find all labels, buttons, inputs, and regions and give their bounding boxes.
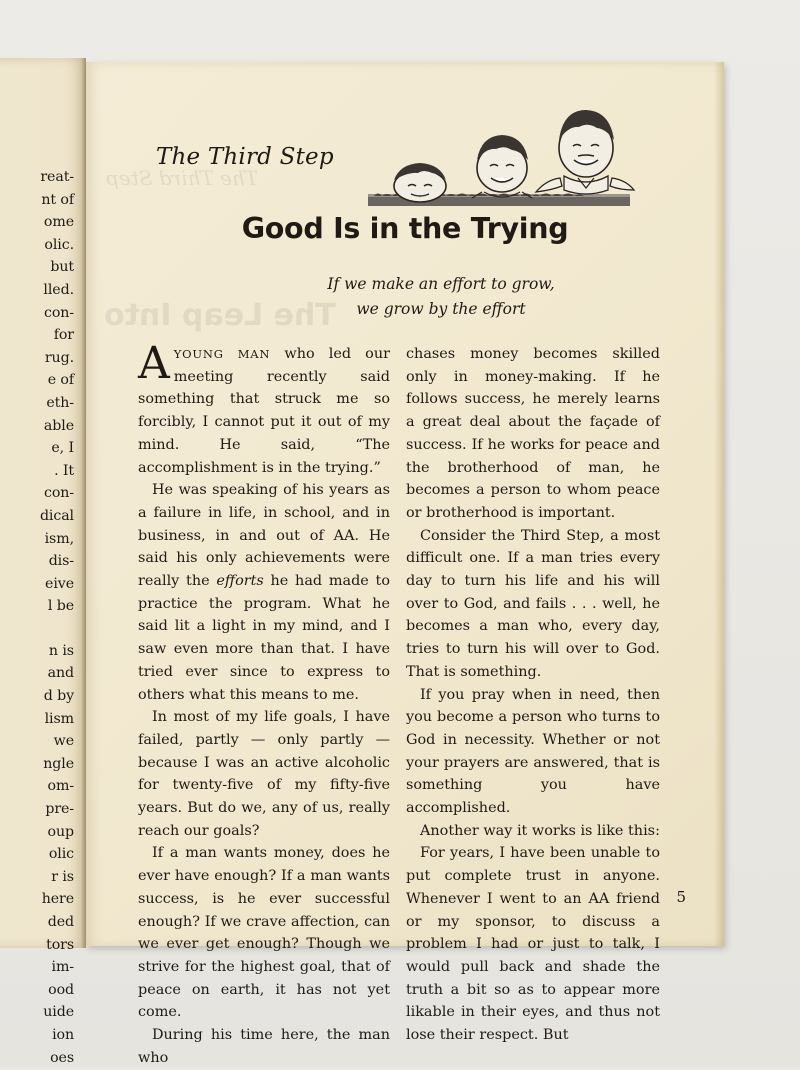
right-page <box>86 62 724 1066</box>
left-page-gap <box>0 618 74 640</box>
paragraph-text: who led our meeting recently said something that struck me so forcibly, I cannot put it out of my mind. He said, “The accomplishment is in the trying.” <box>138 346 390 476</box>
left-page-line: oup <box>47 823 74 840</box>
left-page-line: lled. <box>43 281 74 298</box>
paragraph: In most of my life goals, I have failed, partly — only partly — because I was an active alcoholic for twenty-five of my fifty-five years. But do we, any of us, really reach our goals? <box>138 709 390 839</box>
left-page-line: n is <box>48 642 74 659</box>
left-page-line: rug. <box>44 349 74 366</box>
three-smiling-faces-rising-icon <box>364 108 634 216</box>
paragraph: Consider the Third Step, a most difficult one. If a man tries every day to turn his life and his will over to God, and fails . . . well, he becomes a man who, every day, tries to turn his will over to God. That is something. <box>406 527 660 680</box>
left-page-line: nt of <box>41 191 74 208</box>
left-page-line: we <box>53 733 74 750</box>
body-column-left <box>138 338 390 1070</box>
left-page-line: eive <box>45 575 74 592</box>
left-page-line: ngle <box>43 755 74 772</box>
left-page-line: e, I <box>51 440 74 457</box>
paragraph-text: he had made to practice the program. What he said lit a light in my mind, and I saw even more than that. I have tried ever since to express to others what this means to me. <box>138 573 390 703</box>
left-page-text <box>0 166 74 1069</box>
left-page-line: olic <box>48 846 74 863</box>
show-through-text: The Leap Into <box>104 298 336 333</box>
left-page-line: able <box>43 417 74 434</box>
subhead-line: If we make an effort to grow, <box>327 275 555 293</box>
left-page-line: lism <box>44 710 74 727</box>
page-number: 5 <box>676 888 686 906</box>
left-page-line: for <box>53 327 74 344</box>
left-page-line: om- <box>47 778 74 795</box>
left-page-line: reat- <box>40 169 74 185</box>
left-page-line: d by <box>43 688 74 705</box>
left-page-line: e of <box>47 372 74 389</box>
body-column-right <box>406 343 660 1047</box>
show-through-text: The Third Step <box>106 166 259 190</box>
left-page-line: l be <box>47 598 74 615</box>
left-page-line: r is <box>51 868 74 885</box>
left-page-line: ood <box>48 981 74 998</box>
left-page-line: eth- <box>46 394 74 411</box>
left-page-line: ded <box>47 914 74 930</box>
left-page-line: con- <box>43 485 74 502</box>
article-headline: Good Is in the Trying <box>241 212 569 245</box>
paragraph: If a man wants money, does he ever have enough? If a man wants success, is he ever successful enough? If we crave affection, can we ever get enough? Though we strive for the highest goal, that of peace on earth, it has not yet come. <box>138 845 390 1021</box>
left-page-line: dis- <box>48 553 74 570</box>
left-page-line: ism, <box>44 530 74 547</box>
page-edge-shadow <box>714 62 724 946</box>
left-page-line: oes <box>50 1049 74 1066</box>
emphasis-text: efforts <box>216 573 264 590</box>
left-page-line: olic. <box>44 236 74 253</box>
left-page-line: and <box>47 665 74 682</box>
left-page-line: here <box>41 891 74 908</box>
left-page-line: but <box>50 259 74 276</box>
drop-cap: A <box>138 338 170 389</box>
left-page-line: . It <box>54 462 74 479</box>
article-subhead <box>236 272 646 322</box>
paragraph <box>138 338 390 479</box>
paragraph-text: He was speaking of his years as a failure in life, in school, and in business, in and out of AA. He said his only achievements were really the <box>138 482 390 590</box>
paragraph: During his time here, the man who <box>138 1027 390 1066</box>
paragraph: If you pray when in need, then you become a person who turns to God in necessity. Whether or not your prayers are answered, that is something you have accomplished. <box>406 686 660 817</box>
left-page-line: con- <box>43 304 74 321</box>
subhead-line: we grow by the effort <box>356 300 526 318</box>
left-page-line: dical <box>39 507 74 524</box>
section-label: The Third Step <box>156 144 334 170</box>
left-page-line: ome <box>43 214 74 231</box>
left-page-line: tors <box>46 936 74 953</box>
left-page-line: uide <box>43 1004 74 1021</box>
left-page-line: pre- <box>45 801 74 818</box>
paragraph <box>138 479 390 706</box>
left-page-line: im- <box>51 959 74 976</box>
left-page <box>0 58 86 1066</box>
paragraph: For years, I have been unable to put complete trust in anyone. Whenever I went to an AA friend or my sponsor, to discuss a problem I had or just to talk, I would pull back and shade the truth a bit so as to appear more likable in their eyes, and thus not lose their respect. But <box>406 845 660 1044</box>
paragraph: chases money becomes skilled only in money-making. If he follows success, he merely learns a great deal about the façade of success. If he works for peace and the brotherhood of man, he becomes a person to whom peace or brotherhood is important. <box>406 346 660 521</box>
paragraph: Another way it works is like this: <box>420 822 660 839</box>
lead-in: YOUNG MAN <box>173 347 271 361</box>
left-page-line: ion <box>52 1026 74 1043</box>
